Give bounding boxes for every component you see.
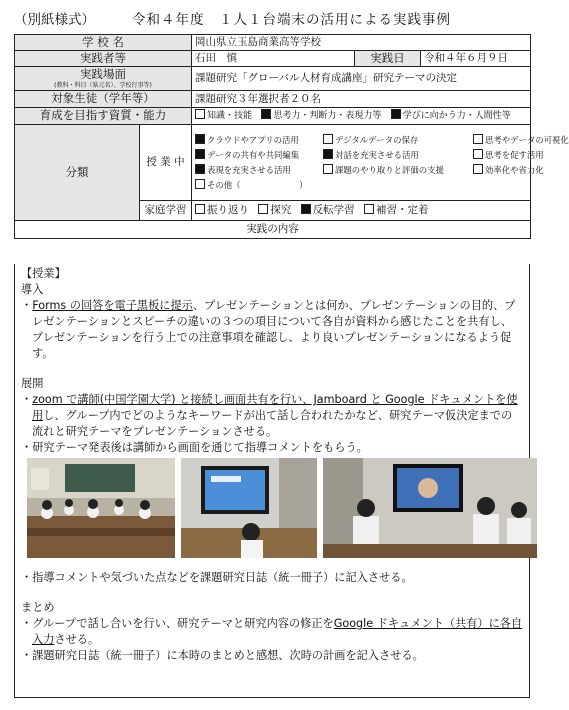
ability-option: 学びに向かう力・人間性等 [391, 109, 511, 123]
home-option: 探究 [258, 204, 291, 217]
content-header: 実践の内容 [15, 221, 531, 239]
presentation-photo [323, 458, 537, 558]
ability-option: 思考力・判断力・表現力等 [261, 109, 381, 123]
option-expression: 表現を充実させる活用 [195, 164, 323, 177]
checkbox [301, 204, 311, 214]
option-thinking: 思考を促す活用 [473, 149, 569, 162]
scene-value: 課題研究「グローバル人材育成講座」研究テーマの決定 [192, 67, 531, 91]
checkbox [364, 204, 374, 214]
checkbox [195, 164, 205, 174]
summary-text-2: ・課題研究日誌（統一冊子）に本時のまとめと感想、次時の計画を記入させる。 [21, 649, 424, 662]
form-label: （別紙様式） [14, 12, 95, 28]
checkbox [323, 149, 333, 159]
class-label: 分類 [15, 125, 140, 221]
checkbox [323, 164, 333, 174]
photo-strip [27, 458, 523, 558]
checkbox [195, 134, 205, 144]
home-label: 家庭学習 [140, 201, 192, 221]
checkbox [261, 109, 271, 119]
in-class-label: 授 業 中 [140, 125, 192, 201]
ability-options [192, 108, 531, 125]
intro-heading: 導入 [21, 283, 44, 296]
summary-heading: まとめ [21, 601, 55, 614]
checkbox [391, 109, 401, 119]
page-title: 令和４年度 １人１台端末の活用による実践事例 [132, 12, 451, 28]
home-option: 補習・定着 [364, 204, 429, 217]
checkbox [258, 204, 268, 214]
info-table [14, 34, 569, 239]
checkbox [195, 179, 205, 189]
checkbox [473, 134, 483, 144]
checkbox [195, 204, 205, 214]
checkbox [323, 134, 333, 144]
lesson-tag: 【授業】 [21, 267, 66, 280]
school-name: 岡山県立玉島商業高等学校 [192, 35, 531, 51]
checkbox [473, 164, 483, 174]
option-data-share: データの共有や共同編集 [195, 149, 323, 162]
option-other: その他（ ） [195, 179, 323, 192]
in-class-options [192, 125, 569, 201]
option-dialogue: 対話を充実させる活用 [323, 149, 473, 162]
checkbox [473, 149, 483, 159]
development-text-3: ・指導コメントや気づいた点などを課題研究日誌（統一冊子）に記入させる。 [21, 571, 413, 584]
teacher-label: 実践者等 [15, 51, 192, 67]
option-cloud: クラウドやアプリの活用 [195, 134, 323, 147]
practice-content [14, 264, 530, 698]
checkbox [195, 149, 205, 159]
home-option: 振り返り [195, 204, 249, 217]
target-label: 対象生徒（学年等） [15, 91, 192, 108]
page-header [14, 6, 534, 28]
ability-label: 育成を目指す資質・能力 [15, 108, 192, 125]
checkbox [195, 109, 205, 119]
classroom-photo [27, 458, 175, 558]
option-efficiency: 効率化や省力化 [473, 164, 569, 177]
ability-option: 知識・技能 [195, 109, 252, 123]
target-value: 課題研究３年選択者２０名 [192, 91, 531, 108]
home-option: 反転学習 [301, 204, 355, 217]
home-options [192, 201, 531, 221]
teacher-name: 石田 慎 [192, 51, 355, 67]
school-label: 学 校 名 [15, 35, 192, 51]
development-text-1: ・zoom で講師(中国学園大学) と接続し画面共有を行い、Jamboard と Google ドキュメントを使用し、グループ内でどのようなキーワードが出て話し合われたかなど、研究テーマ仮決定までの流れと研究テーマをプレゼンテーションさせる。 [21, 393, 518, 438]
option-assignment: 課題のやり取りと評価の支援 [323, 164, 473, 177]
development-text-2: ・研究テーマ発表後は講師から画面を通じて指導コメントをもらう。 [21, 441, 368, 454]
scene-label: 実践場面 (教科・科目（県元名）、学校行事等) [15, 67, 192, 91]
practice-date: 令和４年６月９日 [421, 51, 531, 67]
summary-text-1: ・グループで話し合いを行い、研究テーマと研究内容の修正をGoogle ドキュメント（共有）に各自入力させる。 [21, 617, 523, 646]
date-label: 実践日 [355, 51, 421, 67]
option-visualize: 思考やデータの可視化 [473, 134, 569, 147]
option-digital-save: デジタルデータの保存 [323, 134, 473, 147]
screen-photo [181, 458, 317, 558]
development-heading: 展開 [21, 377, 44, 390]
intro-text: ・Forms の回答を電子黒板に提示、プレゼンテーションとは何か、プレゼンテーションの目的、プレゼンテーションとスピーチの違いの３つの項目について各自が資料から感じたことを共有し、プレゼンテーションを行う上での注意事項を確認し、より良いプレゼンテーションになるよう促す。 [21, 299, 516, 360]
